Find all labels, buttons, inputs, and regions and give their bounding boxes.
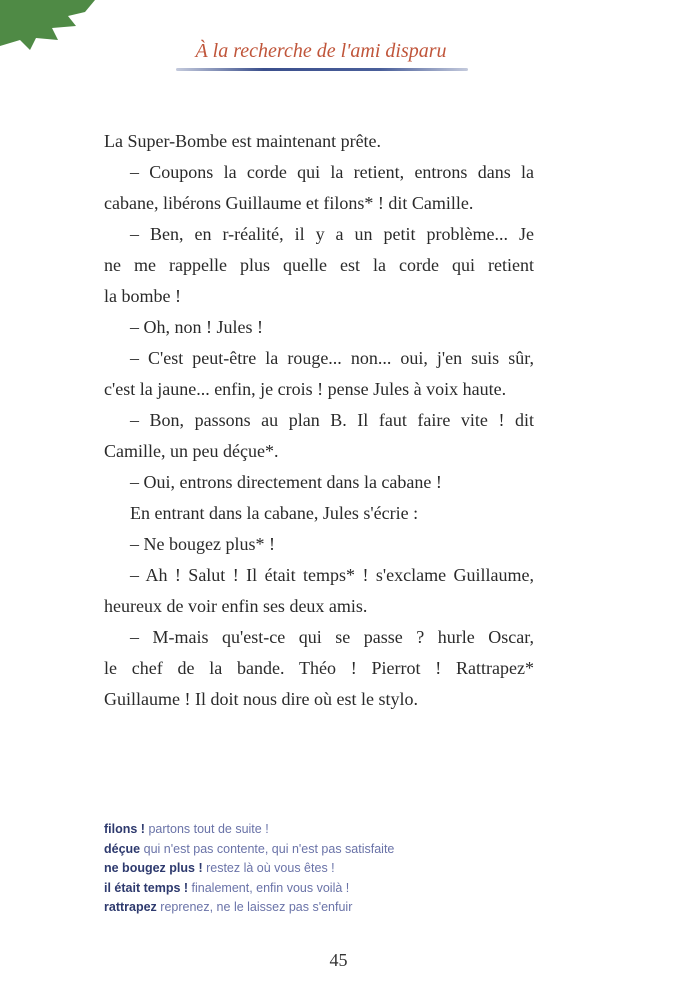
glossary-term: rattrapez xyxy=(104,900,157,914)
text-line: – Coupons la corde qui la retient, entrons dans la xyxy=(130,162,534,182)
glossary-definition: restez là où vous êtes ! xyxy=(206,861,335,875)
text-line: En entrant dans la cabane, Jules s'écrie : xyxy=(130,503,419,523)
page-number: 45 xyxy=(329,950,348,970)
glossary-definition: finalement, enfin vous voilà ! xyxy=(191,880,350,895)
text-line: le chef de la bande. Théo ! Pierrot ! Rattrapez* xyxy=(104,658,534,678)
glossary-entry xyxy=(104,898,524,918)
text-line: ne me rappelle plus quelle est la corde qui retient xyxy=(104,255,534,275)
text-line: – Oh, non ! Jules ! xyxy=(130,317,263,337)
glossary-entry xyxy=(104,879,524,899)
text-line: La Super-Bombe est maintenant prête. xyxy=(104,131,382,151)
header-underline xyxy=(176,68,468,71)
text-line: – Oui, entrons directement dans la cabane ! xyxy=(130,472,442,492)
glossary-term: il était temps ! xyxy=(104,880,189,895)
text-line: – Ben, en r-réalité, il y a un petit problème... Je xyxy=(130,224,534,244)
text-line: – Ah ! Salut ! Il était temps* ! s'exclame Guillaume, xyxy=(130,565,534,585)
glossary-entry xyxy=(104,820,524,840)
text-line: Camille, un peu déçue*. xyxy=(104,441,279,461)
text-line: Guillaume ! Il doit nous dire où est le stylo. xyxy=(104,689,418,709)
glossary-term: filons ! xyxy=(104,822,145,836)
glossary xyxy=(104,820,524,918)
glossary-definition: qui n'est pas contente, qui n'est pas satisfaite xyxy=(143,841,395,856)
running-title: À la recherche de l'ami disparu xyxy=(195,40,447,62)
text-line: – M-mais qu'est-ce qui se passe ? hurle Oscar, xyxy=(130,627,534,647)
glossary-term: ne bougez plus ! xyxy=(104,861,203,875)
glossary-term: déçue xyxy=(104,841,141,856)
story-text xyxy=(104,126,534,715)
text-line: – Bon, passons au plan B. Il faut faire vite ! dit xyxy=(130,410,534,430)
glossary-definition: partons tout de suite ! xyxy=(148,822,269,836)
text-line: la bombe ! xyxy=(104,286,181,306)
leaf-illustration xyxy=(0,0,110,50)
text-line: – Ne bougez plus* ! xyxy=(130,534,275,554)
text-line: heureux de voir enfin ses deux amis. xyxy=(104,596,368,616)
glossary-definition: reprenez, ne le laissez pas s'enfuir xyxy=(160,900,353,914)
glossary-entry xyxy=(104,840,524,860)
text-line: c'est la jaune... enfin, je crois ! pense Jules à voix haute. xyxy=(104,379,507,399)
text-line: cabane, libérons Guillaume et filons* ! dit Camille. xyxy=(104,193,474,213)
glossary-entry xyxy=(104,859,524,879)
text-line: – C'est peut-être la rouge... non... oui, j'en suis sûr, xyxy=(130,348,534,368)
